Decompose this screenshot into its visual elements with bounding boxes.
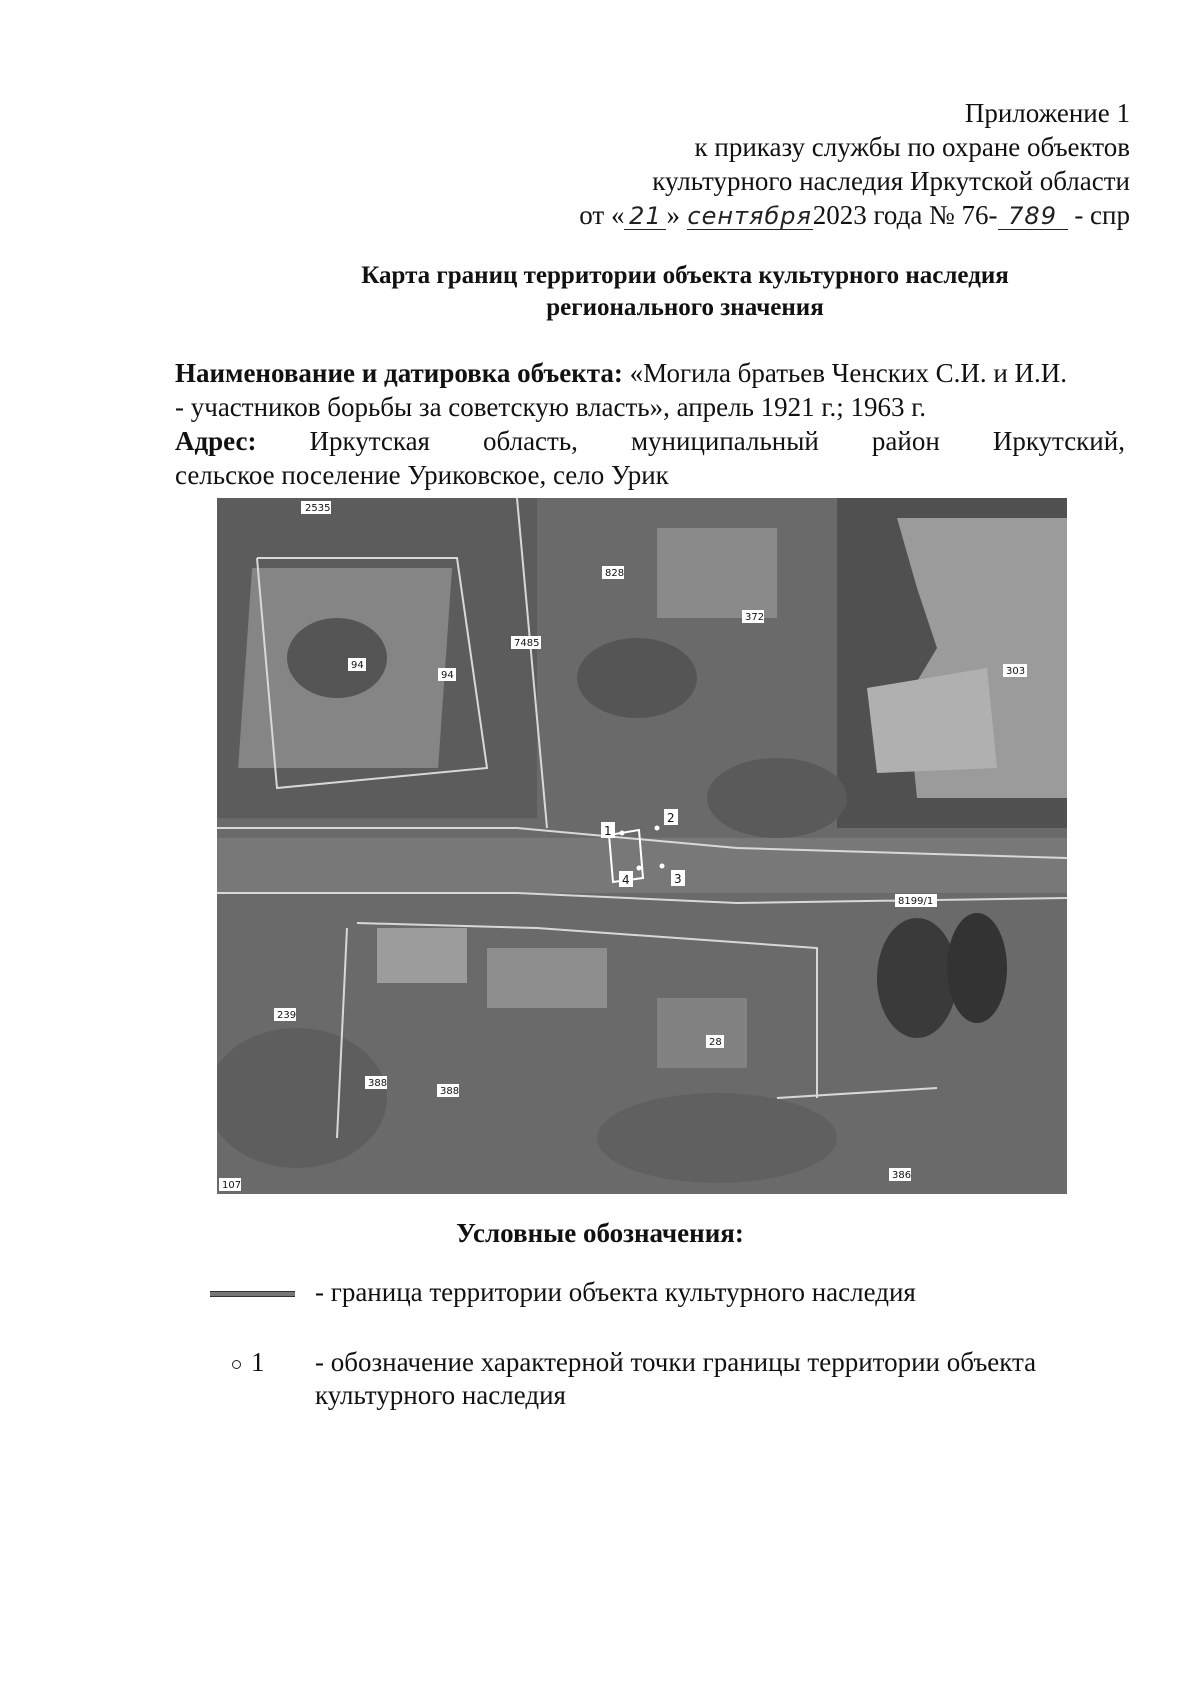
boundary-line-symbol bbox=[210, 1291, 295, 1297]
date-year: 2023 года № 76- bbox=[812, 200, 998, 230]
date-prefix: от « bbox=[579, 200, 625, 230]
satellite-map bbox=[217, 498, 1067, 1194]
appendix-authority-line: культурного наследия Иркутской области bbox=[652, 166, 1130, 196]
address-word: Иркутский, bbox=[992, 426, 1125, 456]
parcel-label: 2535 bbox=[305, 503, 331, 514]
address-line bbox=[175, 424, 1125, 458]
parcel-label: 94 bbox=[351, 660, 364, 671]
object-name-value: «Могила братьев Ченских С.И. и И.И. bbox=[629, 358, 1068, 388]
legend-point-text-line-2: культурного наследия bbox=[315, 1380, 566, 1410]
legend-boundary-text: - граница территории объекта культурного наследия bbox=[315, 1277, 916, 1307]
parcel-label: 388 bbox=[440, 1086, 460, 1097]
parcel-label: 107 bbox=[222, 1180, 242, 1191]
handwritten-number: 789 bbox=[998, 203, 1068, 230]
legend-point-symbol bbox=[232, 1346, 265, 1379]
address-word: область, bbox=[483, 426, 578, 456]
address-label: Адрес: bbox=[175, 426, 257, 456]
legend-point-number: 1 bbox=[251, 1347, 265, 1377]
parcel-label: 386 bbox=[892, 1170, 912, 1181]
legend-point-text bbox=[315, 1346, 1115, 1412]
parcel-label: 28 bbox=[709, 1037, 722, 1048]
boundary-point-label: 1 bbox=[604, 824, 612, 838]
date-mid: » bbox=[666, 200, 680, 230]
point-circle-icon bbox=[232, 1360, 241, 1369]
address-line-2: сельское поселение Уриковское, село Урик bbox=[175, 460, 669, 490]
object-name-label: Наименование и датировка объекта: bbox=[175, 358, 623, 388]
boundary-point-marker bbox=[655, 826, 660, 831]
address-word: район bbox=[871, 426, 940, 456]
title-line-2: регионального значения bbox=[546, 294, 824, 321]
boundary-point-label: 4 bbox=[622, 873, 630, 887]
parcel-label: 372 bbox=[745, 612, 765, 623]
parcel-label: 388 bbox=[368, 1078, 388, 1089]
appendix-date-line bbox=[510, 198, 1130, 232]
boundary-point-marker bbox=[637, 866, 642, 871]
appendix-title: Приложение 1 bbox=[964, 98, 1130, 128]
object-info bbox=[175, 356, 1125, 492]
map-svg bbox=[217, 498, 1067, 1194]
parcel-label: 303 bbox=[1006, 666, 1026, 677]
legend-title: Условные обозначения: bbox=[456, 1218, 744, 1248]
parcel-label: 94 bbox=[441, 670, 454, 681]
handwritten-month: сентября bbox=[687, 202, 812, 230]
legend-point-text-line-1: - обозначение характерной точки границы территории объекта bbox=[315, 1347, 1037, 1377]
document-title bbox=[175, 260, 1195, 324]
boundary-point-label: 2 bbox=[667, 811, 675, 825]
boundary-point-marker bbox=[620, 831, 625, 836]
object-name-line bbox=[175, 356, 1125, 390]
address-word: Иркутская bbox=[309, 426, 430, 456]
parcel-label: 828 bbox=[605, 568, 625, 579]
number-suffix: - спр bbox=[1074, 200, 1130, 230]
title-line-1: Карта границ территории объекта культурного наследия bbox=[361, 262, 1009, 289]
handwritten-day: 21 bbox=[624, 203, 666, 230]
boundary-point-marker bbox=[660, 864, 665, 869]
address-word: муниципальный bbox=[630, 426, 819, 456]
object-name-value-cont: - участников борьбы за советскую власть», апрель 1921 г.; 1963 г. bbox=[175, 392, 926, 422]
boundary-point-label: 3 bbox=[674, 872, 682, 886]
parcel-label: 239 bbox=[277, 1010, 297, 1021]
parcel-label: 7485 bbox=[514, 638, 540, 649]
appendix-order-line: к приказу службы по охране объектов bbox=[694, 132, 1130, 162]
appendix-header bbox=[510, 96, 1130, 232]
parcel-label: 8199/1 bbox=[898, 896, 934, 907]
